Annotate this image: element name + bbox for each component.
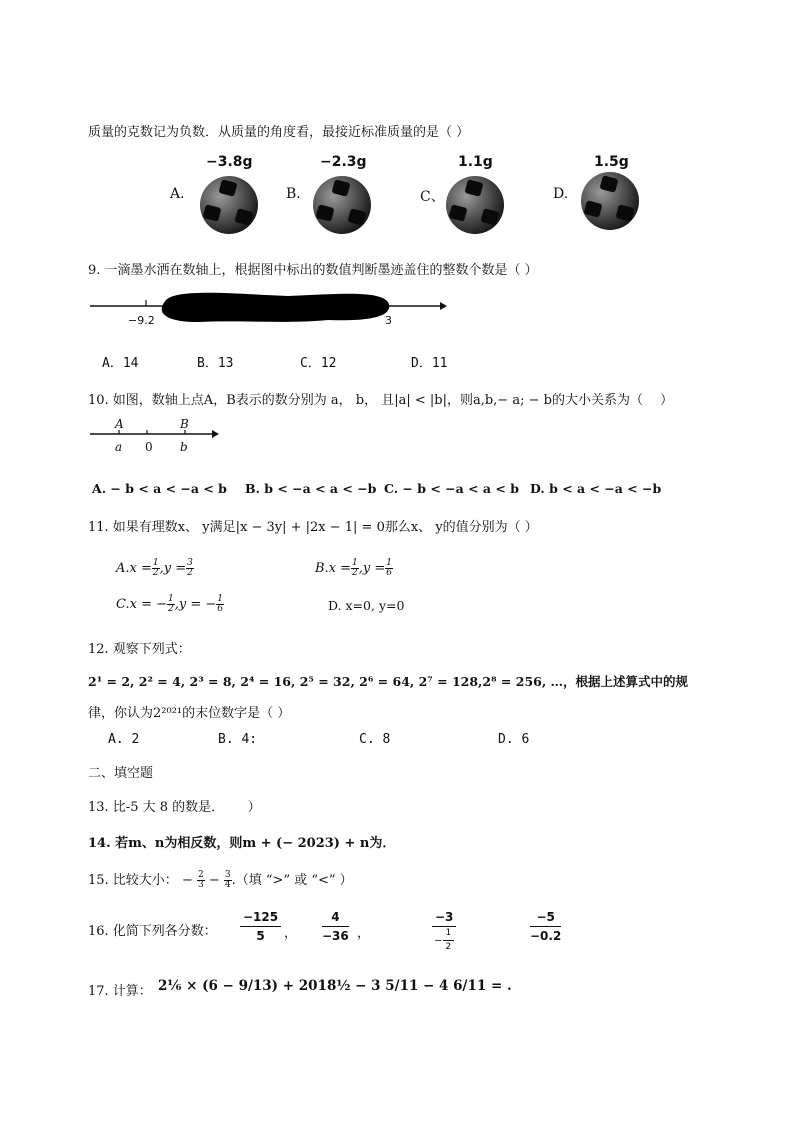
q10-number-line [88, 418, 220, 438]
mass-c: 1.1g [458, 154, 493, 170]
option-c-label: C、 [420, 189, 445, 205]
q12-option-a: A. 2 [108, 732, 140, 747]
q17-label: 17. 计算： [88, 984, 152, 999]
q9-number-line [88, 290, 448, 334]
q9-right-value: 3 [385, 314, 392, 327]
q10-option-a: A. − b < a < −a < b [92, 481, 227, 496]
q16-comma: ， [357, 926, 371, 941]
q11-text: 11. 如果有理数x、 y满足|x − 3y| + |2x − 1| = 0那么x、 y的值分别为（ ） [88, 520, 538, 535]
q11-option-d: D. x=0, y=0 [328, 598, 405, 613]
q10-option-c: C. − b < −a < a < b [384, 481, 519, 496]
soccer-ball-icon [313, 176, 371, 234]
q16-fraction-4: −5 −0.2 [530, 910, 562, 943]
q12-line2: 律，你认为2²⁰²¹的末位数字是（ ） [88, 706, 291, 721]
q10-label-a: a [115, 440, 123, 454]
q10-label-b: b [180, 440, 188, 454]
q12-option-d: D. 6 [498, 732, 530, 747]
q9-option-b: B．13 [197, 356, 234, 371]
q16-label: 16. 化简下列各分数： [88, 924, 217, 939]
q11-option-b: B.x = $\frac{1}{2}$ ,y = $\frac{1}{6}$ [315, 558, 393, 578]
option-d-label: D. [553, 186, 569, 202]
q10-option-d: D. b < a < −a < −b [530, 481, 662, 496]
q14-text: 14. 若m、n为相反数，则m + (− 2023) + n为． [88, 836, 396, 851]
q12-powers: 2¹ = 2, 2² = 4, 2³ = 8, 2⁴ = 16, 2⁵ = 32, 2⁶ = 64, 2⁷ = 128,2⁸ = 256, …，根据上述算式中的规 [88, 674, 689, 689]
mass-b: −2.3g [320, 154, 367, 170]
q11-option-c: C.x = − $\frac{1}{2}$ ,y = − $\frac{1}{6}$ [116, 594, 223, 614]
section-title: 二、填空题 [88, 766, 154, 781]
soccer-ball-icon [200, 176, 258, 234]
q10-label-zero: 0 [145, 440, 153, 454]
q16-fraction-1: −125 5 [240, 910, 281, 943]
q10-text: 10. 如图，数轴上点A，B表示的数分别为 a， b， 且|a| < |b|，则a,b,− a; − b的大小关系为（ ） [88, 393, 674, 408]
q12-option-c: C. 8 [359, 732, 391, 747]
q17-expression: 2⅙ × (6 − 9/13) + 2018½ − 3 5/11 − 4 6/11 = . [158, 978, 512, 994]
q16-fraction-3: −3 − $\frac{1}{2}$ [432, 910, 456, 952]
q9-option-a: A．14 [102, 356, 139, 371]
q12-text: 12. 观察下列式： [88, 642, 191, 657]
mass-d: 1.5g [594, 154, 629, 170]
q9-left-value: −9.2 [128, 314, 155, 327]
q11-option-a: A.x = $\frac{1}{2}$ ,y = $\frac{3}{2}$ [116, 558, 193, 578]
q13-text: 13. 比-5 大 8 的数是． ） [88, 800, 261, 815]
soccer-ball-icon [581, 172, 639, 230]
q10-point-b: B [180, 417, 189, 431]
option-a-label: A. [170, 186, 185, 202]
q10-point-a: A [115, 417, 124, 431]
q9-option-c: C．12 [300, 356, 337, 371]
q9-option-d: D．11 [411, 356, 448, 371]
q15-text: 15. 比较大小： − $\frac{2}{3}$ − $\frac{3}{4}$ .（填 “>” 或 “<” ） [88, 870, 353, 890]
q8-text: 质量的克数记为负数．从质量的角度看，最接近标准质量的是（ ） [88, 125, 470, 140]
q16-comma: ， [284, 926, 298, 941]
q9-text: 9. 一滴墨水洒在数轴上，根据图中标出的数值判断墨迹盖住的整数个数是（ ） [88, 263, 538, 278]
soccer-ball-icon [446, 176, 504, 234]
q10-option-b: B. b < −a < a < −b [245, 481, 377, 496]
mass-a: −3.8g [206, 154, 253, 170]
q12-option-b: B. 4: [218, 732, 258, 747]
q16-fraction-2: 4 −36 [322, 910, 349, 943]
option-b-label: B. [286, 186, 301, 202]
